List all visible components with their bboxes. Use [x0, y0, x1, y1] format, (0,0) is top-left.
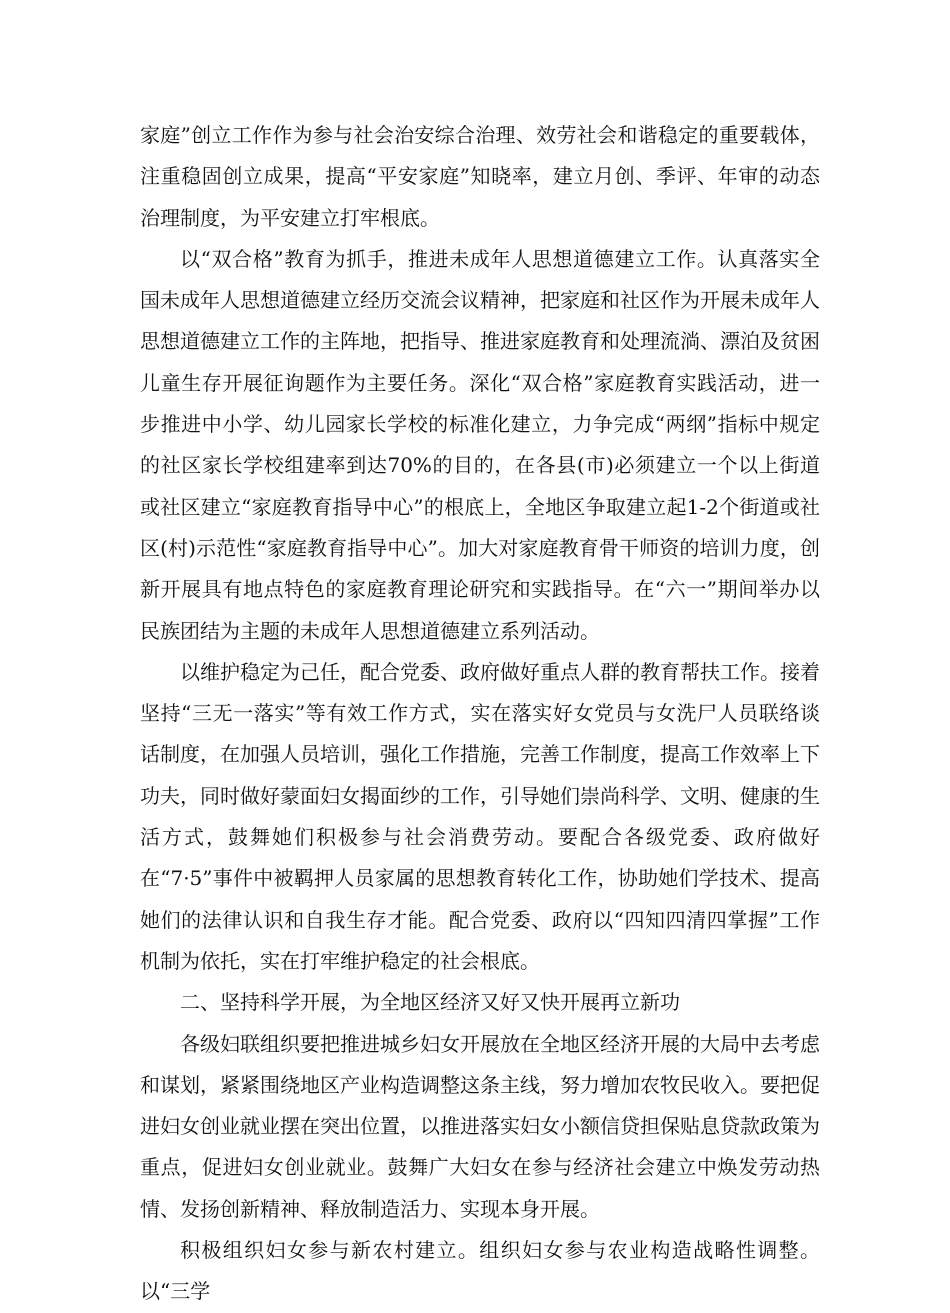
- paragraph-2: 以“双合格”教育为抓手，推进未成年人思想道德建立工作。认真落实全国未成年人思想道德建立经历交流会议精神，把家庭和社区作为开展未成年人思想道德建立工作的主阵地，把指导、推进家庭教育和处理流淌、漂泊及贫困儿童生存开展征询题作为主要任务。深化“双合格”家庭教育实践活动，进一步推进中小学、幼儿园家长学校的标准化建立，力争完成“两纲”指标中规定的社区家长学校组建率到达70%的目的，在各县(市)必须建立一个以上街道或社区建立“家庭教育指导中心”的根底上，全地区争取建立起1-2个街道或社区(村)示范性“家庭教育指导中心”。加大对家庭教育骨干师资的培训力度，创新开展具有地点特色的家庭教育理论研究和实践指导。在“六一”期间举办以民族团结为主题的未成年人思想道德建立系列活动。: [140, 246, 820, 643]
- paragraph-5: 积极组织妇女参与新农村建立。组织妇女参与农业构造战略性调整。以“三学: [140, 1238, 820, 1304]
- document-body: [140, 115, 820, 1313]
- paragraph-4: 各级妇联组织要把推进城乡妇女开展放在全地区经济开展的大局中去考虑和谋划，紧紧围绕地区产业构造调整这条主线，努力增加农牧民收入。要把促进妇女创业就业摆在突出位置，以推进落实妇女小额信贷担保贴息贷款政策为重点，促进妇女创业就业。鼓舞广大妇女在参与经济社会建立中焕发劳动热情、发扬创新精神、释放制造活力、实现本身开展。: [140, 1031, 820, 1221]
- section-heading-2: 二、坚持科学开展，为全地区经济又好又快开展再立新功: [180, 990, 680, 1015]
- paragraph-1: 家庭”创立工作作为参与社会治安综合治理、效劳社会和谐稳定的重要载体，注重稳固创立成果，提高“平安家庭”知晓率，建立月创、季评、年审的动态治理制度，为平安建立打牢根底。: [140, 123, 820, 230]
- paragraph-3: 以维护稳定为己任，配合党委、政府做好重点人群的教育帮扶工作。接着坚持“三无一落实”等有效工作方式，实在落实好女党员与女洗尸人员联络谈话制度，在加强人员培训，强化工作措施，完善工作制度，提高工作效率上下功夫，同时做好蒙面妇女揭面纱的工作，引导她们崇尚科学、文明、健康的生活方式，鼓舞她们积极参与社会消费劳动。要配合各级党委、政府做好在“7·5”事件中被羁押人员家属的思想教育转化工作，协助她们学技术、提高她们的法律认识和自我生存才能。配合党委、政府以“四知四清四掌握”工作机制为依托，实在打牢维护稳定的社会根底。: [140, 659, 820, 973]
